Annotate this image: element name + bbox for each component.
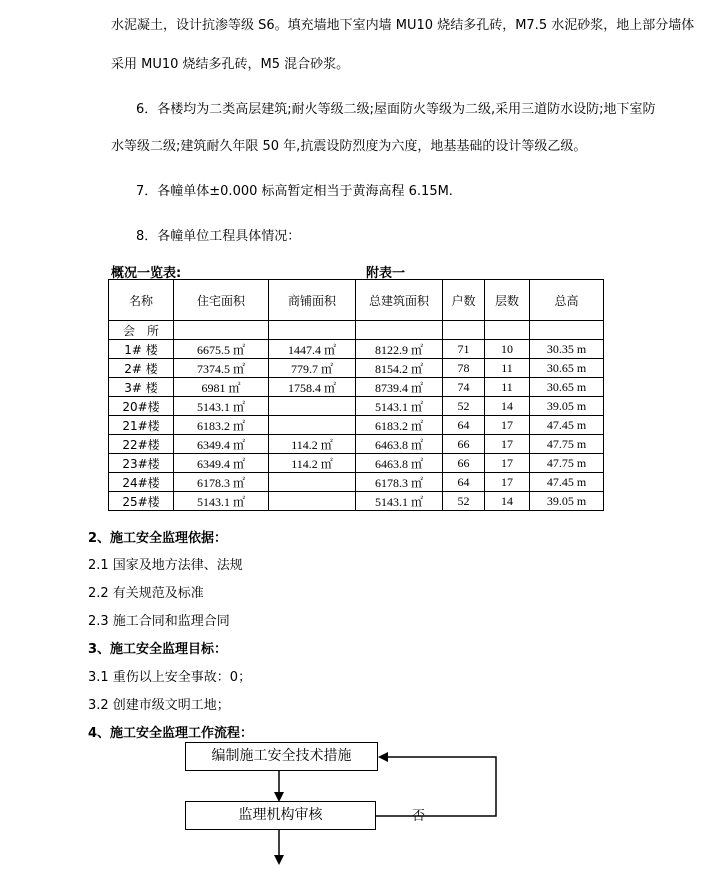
arrowhead-down-icon [274,855,284,865]
table-cell: 78 [443,359,485,378]
table-cell [269,416,356,435]
table-cell: 39.05 m [530,492,604,511]
table-cell: 20#楼 [109,397,174,416]
table-cell: 5143.1 ㎡ [174,397,269,416]
table-cell: 779.7 ㎡ [269,359,356,378]
table-cell: 114.2 ㎡ [269,454,356,473]
flow-box-prepare-measures: 编制施工安全技术措施 [185,742,378,771]
table-cell: 6349.4 ㎡ [174,454,269,473]
table-cell: 3# 楼 [109,378,174,397]
table-cell: 6178.3 ㎡ [356,473,443,492]
table-cell: 8739.4 ㎡ [356,378,443,397]
table-cell: 1758.4 ㎡ [269,378,356,397]
table-cell: 5143.1 ㎡ [356,397,443,416]
table-cell: 1447.4 ㎡ [269,340,356,359]
table-cell: 6349.4 ㎡ [174,435,269,454]
table-cell: 47.45 m [530,473,604,492]
table-cell [269,321,356,340]
table-cell [269,492,356,511]
arrowhead-left-icon [378,752,388,762]
table-cell: 6183.2 ㎡ [174,416,269,435]
table-cell: 52 [443,397,485,416]
table-row [109,359,604,378]
list-item: 2.3 施工合同和监理合同 [88,614,230,629]
table-cell: 11 [485,359,530,378]
table-cell: 6463.8 ㎡ [356,435,443,454]
table-cell: 11 [485,378,530,397]
table-cell: 1# 楼 [109,340,174,359]
table-cell: 23#楼 [109,454,174,473]
table-cell: 71 [443,340,485,359]
flow-box-review: 监理机构审核 [185,801,376,830]
paragraph-line: 6．各楼均为二类高层建筑;耐火等级二级;屋面防火等级为二级,采用三道防水设防;地下室防 [136,102,656,117]
list-item: 2.1 国家及地方法律、法规 [88,558,243,573]
table-row [109,340,604,359]
table-cell [356,321,443,340]
table-row [109,397,604,416]
table-cell: 8154.2 ㎡ [356,359,443,378]
table-cell: 74 [443,378,485,397]
paragraph-line: 采用 MU10 烧结多孔砖，M5 混合砂浆。 [111,57,350,72]
table-row [109,416,604,435]
table-cell: 22#楼 [109,435,174,454]
table-cell: 47.75 m [530,435,604,454]
overview-table [108,279,604,511]
table-cell: 10 [485,340,530,359]
table-row [109,321,604,340]
table-cell: 64 [443,473,485,492]
table-cell: 14 [485,397,530,416]
table-cell: 25#楼 [109,492,174,511]
table-cell: 17 [485,416,530,435]
table-cell: 47.45 m [530,416,604,435]
paragraph-line: 水等级二级;建筑耐久年限 50 年,抗震设防烈度为六度，地基基础的设计等级乙级。 [111,139,587,154]
table-cell: 6463.8 ㎡ [356,454,443,473]
table-cell: 6183.2 ㎡ [356,416,443,435]
feedback-line [376,757,496,816]
table-cell: 6675.5 ㎡ [174,340,269,359]
table-cell: 114.2 ㎡ [269,435,356,454]
header-cell: 户数 [443,280,485,321]
table-row [109,454,604,473]
header-cell: 名称 [109,280,174,321]
table-cell: 30.65 m [530,378,604,397]
table-cell [174,321,269,340]
header-cell: 总高 [530,280,604,321]
section-heading: 4、施工安全监理工作流程： [88,726,254,741]
table-cell [485,321,530,340]
table-cell [530,321,604,340]
table-cell [443,321,485,340]
header-cell: 总建筑面积 [356,280,443,321]
table-cell [269,397,356,416]
table-header-row [109,280,604,321]
section-heading: 3、施工安全监理目标： [88,642,228,657]
table-cell: 30.35 m [530,340,604,359]
table-cell: 66 [443,435,485,454]
table-cell: 5143.1 ㎡ [356,492,443,511]
table-cell: 6981 ㎡ [174,378,269,397]
table-appendix-label: 附表一 [366,266,406,281]
table-cell: 66 [443,454,485,473]
table-cell: 5143.1 ㎡ [174,492,269,511]
table-cell: 8122.9 ㎡ [356,340,443,359]
table-cell: 7374.5 ㎡ [174,359,269,378]
paragraph-line: 7．各幢单体±0.000 标高暂定相当于黄海高程 6.15M. [136,184,453,199]
table-row [109,378,604,397]
paragraph-line: 水泥凝土，设计抗渗等级 S6。填充墙地下室内墙 MU10 烧结多孔砖，M7.5 水泥砂浆，地上部分墙体 [111,18,695,33]
paragraph-line: 8．各幢单位工程具体情况： [136,229,301,244]
table-cell: 6178.3 ㎡ [174,473,269,492]
table-cell: 2# 楼 [109,359,174,378]
header-cell: 住宅面积 [174,280,269,321]
table-cell: 会 所 [109,321,174,340]
table-cell: 30.65 m [530,359,604,378]
table-row [109,473,604,492]
section-heading: 2、施工安全监理依据： [88,531,228,546]
table-title: 概况一览表: [111,266,182,281]
list-item: 3.1 重伤以上安全事故：0； [88,670,252,685]
list-item: 2.2 有关规范及标准 [88,586,204,601]
table-cell: 17 [485,473,530,492]
table-row [109,492,604,511]
table-cell: 14 [485,492,530,511]
header-cell: 商铺面积 [269,280,356,321]
header-cell: 层数 [485,280,530,321]
list-item: 3.2 创建市级文明工地； [88,698,230,713]
table-cell: 47.75 m [530,454,604,473]
table-cell: 52 [443,492,485,511]
table-cell: 17 [485,435,530,454]
flow-no-label: 否 [412,809,426,824]
table-cell: 17 [485,454,530,473]
table-cell: 64 [443,416,485,435]
table-cell: 24#楼 [109,473,174,492]
table-cell: 21#楼 [109,416,174,435]
table-row [109,435,604,454]
table-cell [269,473,356,492]
table-cell: 39.05 m [530,397,604,416]
